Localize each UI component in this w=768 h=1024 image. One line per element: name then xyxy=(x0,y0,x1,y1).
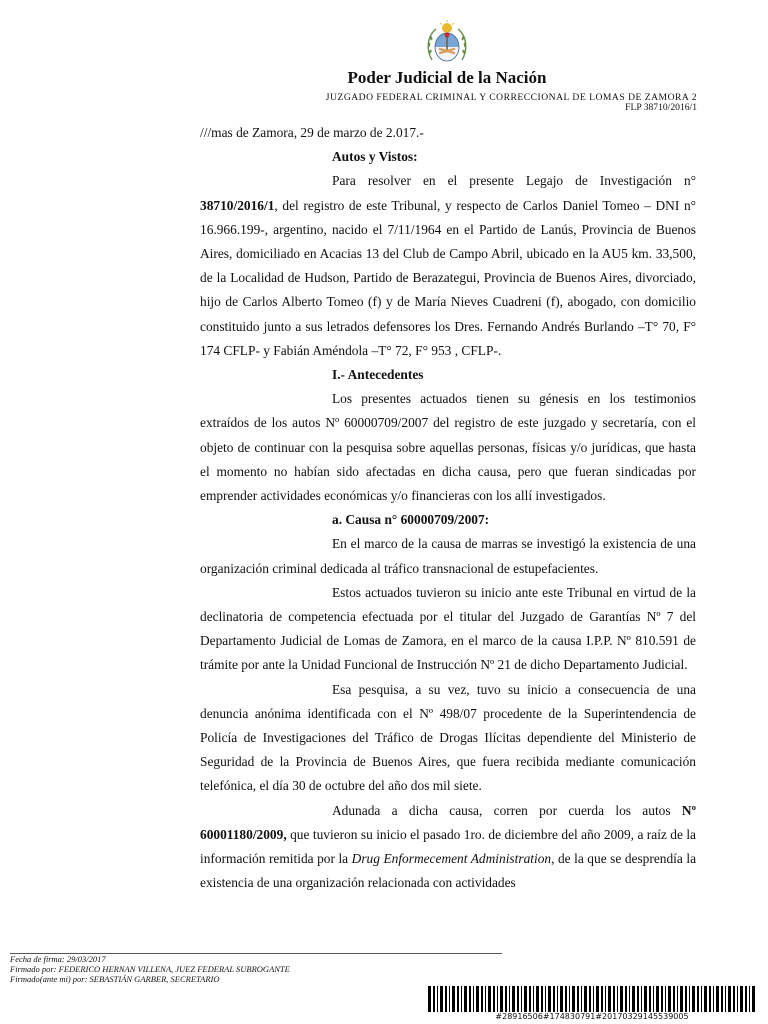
signature-date: Fecha de firma: 29/03/2017 xyxy=(10,954,106,964)
paragraph-2: Los presentes actuados tienen su génesis en los testimonios extraídos de los autos Nº 60000709/2007 del registro de este juzgado y secretaría, con el objeto de continuar con la pesquisa sobre aquellas personas, físicas y/o jurídicas, que hasta el momento no habían sido afectadas en dicha causa, pero que fueran sindicadas por emprender actividades económicas y/o financieras con los allí investigados. xyxy=(200,391,696,504)
autos-heading: Autos y Vistos: xyxy=(332,149,418,165)
barcode-icon xyxy=(428,986,756,1012)
paragraph-5: Esa pesquisa, a su vez, tuvo su inicio a consecuencia de una denuncia anónima identificada con el Nº 498/07 procedente de la Superintendencia de Policía de Investigaciones del Tráfico de Drogas Ilícitas dependiente del Ministerio de Seguridad de la Provincia de Buenos Aires, que fuera recibida mediante comunicación telefónica, el día 30 de octubre del año dos mil siete. xyxy=(200,681,696,794)
court-name: Poder Judicial de la Nación xyxy=(347,68,547,87)
paragraph-6: Adunada a dicha causa, corren por cuerda los autos Nº 60001180/2009, que tuvieron su inicio el pasado 1ro. de diciembre del año 2009, a raíz de la información remitida por la Drug Enformecement Administration, de la que se desprendía la existencia de una organización relacionada con actividades xyxy=(200,802,697,891)
paragraph-4: Estos actuados tuvieron su inicio ante este Tribunal en virtud de la declinatoria de competencia efectuada por el titular del Juzgado de Garantías Nº 7 del Departamento Judicial de Lomas de Zamora, en el marco de la causa I.P.P. Nº 810.591 de trámite por ante la Unidad Funcional de Instrucción Nº 21 de dicho Departamento Judicial. xyxy=(200,584,696,673)
paragraph-3: En el marco de la causa de marras se investigó la existencia de una organización criminal dedicada al tráfico transnacional de estupefacientes. xyxy=(200,536,696,576)
barcode-number: #28916506#174830791#20170329145539005 xyxy=(495,1012,689,1021)
paragraph-1: Para resolver en el presente Legajo de Investigación n° 38710/2016/1, del registro de este Tribunal, y respecto de Carlos Daniel Tomeo – DNI n° 16.966.199-, argentino, nacido el 7/11/1964 en el Partido de Lanús, Provincia de Buenos Aires, domiciliado en Acacias 13 del Club de Campo Abril, ubicado en la AU5 km. 33,500, de la Localidad de Hudson, Partido de Berazategui, Provincia de Buenos Aires, divorciado, hijo de Carlos Alberto Tomeo (f) y de María Nieves Cuadreni (f), abogado, con domicilio constituido junto a sus letrados defensores los Dres. Fernando Andrés Burlando –T° 70, F° 174 CFLP- y Fabián Améndola –T° 72, F° 953 , CFLP-. xyxy=(200,173,696,358)
signature-footer xyxy=(10,955,290,984)
argentina-coat-of-arms-icon xyxy=(424,20,470,66)
date-line: ///mas de Zamora, 29 de marzo de 2.017.- xyxy=(200,125,424,140)
file-reference: FLP 38710/2016/1 xyxy=(625,102,697,113)
signed-by: Firmado por: FEDERICO HERNAN VILLENA, JUEZ FEDERAL SUBROGANTE xyxy=(10,963,290,974)
legajo-number: 38710/2016/1 xyxy=(200,197,275,213)
causa-heading: a. Causa n° 60000709/2007: xyxy=(332,512,490,528)
agency-name: Drug Enformecement Administration xyxy=(351,851,552,867)
antecedentes-heading: I.- Antecedentes xyxy=(332,367,424,383)
document-body xyxy=(200,121,696,896)
court-subtitle: JUZGADO FEDERAL CRIMINAL Y CORRECCIONAL DE LOMAS DE ZAMORA 2 xyxy=(325,92,697,103)
causa-number: Nº 60001180/2009, xyxy=(200,802,696,842)
signed-before: Firmado(ante mi) por: SEBASTIÁN GARBER, SECRETARIO xyxy=(10,973,220,984)
